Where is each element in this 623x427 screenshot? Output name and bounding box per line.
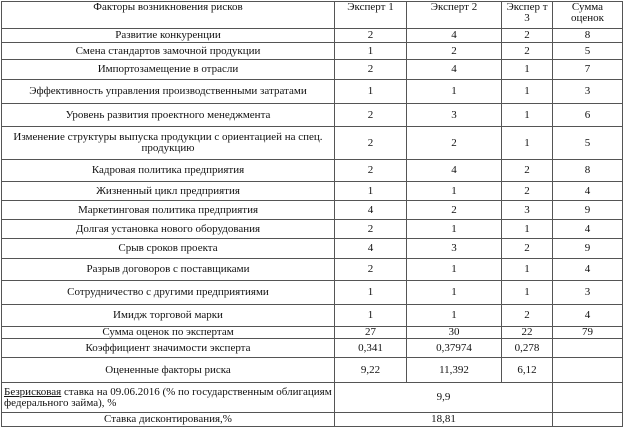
expert-3-coefficient: 0,278 (502, 339, 553, 358)
expert-2-score: 3 (407, 104, 502, 127)
header-expert-2: Эксперт 2 (407, 2, 502, 29)
expert-2-rated: 11,392 (407, 358, 502, 383)
table-row (2, 182, 623, 201)
header-row (2, 2, 623, 29)
discount-rate-empty (553, 413, 623, 427)
risk-free-rate-row (2, 383, 623, 413)
factor-name: Изменение структуры выпуска продукции с ориентацией на спец. продукцию (2, 127, 335, 160)
expert-2-score: 1 (407, 259, 502, 281)
expert-1-score: 1 (335, 182, 407, 201)
rated-factors-row (2, 358, 623, 383)
table-row (2, 43, 623, 60)
rated-factors-label: Оцененные факторы риска (2, 358, 335, 383)
expert-3-score: 1 (502, 220, 553, 239)
table-row (2, 29, 623, 43)
expert-2-score: 1 (407, 220, 502, 239)
sum-score: 3 (553, 80, 623, 104)
expert-2-score: 4 (407, 29, 502, 43)
sum-score: 8 (553, 29, 623, 43)
expert-3-rated: 6,12 (502, 358, 553, 383)
expert-3-score: 1 (502, 127, 553, 160)
expert-2-score: 2 (407, 201, 502, 220)
table-row (2, 305, 623, 327)
expert-2-score: 1 (407, 305, 502, 327)
table-row (2, 104, 623, 127)
expert-sum-label: Сумма оценок по экспертам (2, 327, 335, 339)
expert-2-score: 1 (407, 80, 502, 104)
discount-rate-value: 18,81 (335, 413, 553, 427)
expert-2-score: 3 (407, 239, 502, 259)
header-expert-1: Эксперт 1 (335, 2, 407, 29)
coefficient-row (2, 339, 623, 358)
expert-1-score: 1 (335, 80, 407, 104)
sum-score: 4 (553, 182, 623, 201)
expert-3-score: 1 (502, 281, 553, 305)
total-sum: 79 (553, 327, 623, 339)
expert-1-score: 2 (335, 29, 407, 43)
expert-1-score: 4 (335, 201, 407, 220)
sum-score: 5 (553, 43, 623, 60)
expert-1-score: 1 (335, 305, 407, 327)
factor-name: Срыв сроков проекта (2, 239, 335, 259)
expert-1-score: 2 (335, 220, 407, 239)
rated-empty (553, 358, 623, 383)
factor-name: Маркетинговая политика предприятия (2, 201, 335, 220)
factor-name: Долгая установка нового оборудования (2, 220, 335, 239)
factor-name: Кадровая политика предприятия (2, 160, 335, 182)
table-row (2, 160, 623, 182)
expert-3-score: 3 (502, 201, 553, 220)
sum-score: 4 (553, 305, 623, 327)
expert-1-sum: 27 (335, 327, 407, 339)
header-sum: Сумма оценок (553, 2, 623, 29)
risk-free-rate-value: 9,9 (335, 383, 553, 413)
expert-2-score: 1 (407, 281, 502, 305)
expert-3-score: 1 (502, 60, 553, 80)
table-row (2, 259, 623, 281)
factor-name: Уровень развития проектного менеджмента (2, 104, 335, 127)
sum-score: 7 (553, 60, 623, 80)
expert-2-score: 2 (407, 43, 502, 60)
expert-1-coefficient: 0,341 (335, 339, 407, 358)
expert-3-score: 2 (502, 43, 553, 60)
factor-name: Импортозамещение в отрасли (2, 60, 335, 80)
expert-3-score: 2 (502, 160, 553, 182)
sum-score: 4 (553, 259, 623, 281)
expert-3-sum: 22 (502, 327, 553, 339)
table-row (2, 220, 623, 239)
table-row (2, 60, 623, 80)
sum-score: 4 (553, 220, 623, 239)
risk-free-rate-label-rest: ставка на 09.06.2016 (% по государственным облигациям федерального займа), % (4, 385, 332, 409)
coefficient-empty (553, 339, 623, 358)
expert-2-score: 4 (407, 160, 502, 182)
discount-rate-label: Ставка дисконтирования,% (2, 413, 335, 427)
table-row (2, 281, 623, 305)
sum-score: 9 (553, 201, 623, 220)
factor-name: Эффективность управления производственными затратами (2, 80, 335, 104)
expert-3-score: 1 (502, 259, 553, 281)
expert-3-score: 2 (502, 29, 553, 43)
expert-2-score: 2 (407, 127, 502, 160)
expert-2-score: 4 (407, 60, 502, 80)
expert-3-score: 2 (502, 182, 553, 201)
expert-3-score: 1 (502, 104, 553, 127)
expert-1-score: 2 (335, 60, 407, 80)
discount-rate-row (2, 413, 623, 427)
risk-free-rate-label (2, 383, 335, 413)
expert-3-score: 1 (502, 80, 553, 104)
factor-name: Смена стандартов замочной продукции (2, 43, 335, 60)
coefficient-label: Коэффициент значимости эксперта (2, 339, 335, 358)
risk-free-rate-empty (553, 383, 623, 413)
risk-free-rate-label-underlined: Безрисковая (4, 385, 62, 398)
sum-score: 5 (553, 127, 623, 160)
header-factors: Факторы возникновения рисков (2, 2, 335, 29)
table-row (2, 80, 623, 104)
expert-sum-row (2, 327, 623, 339)
expert-1-score: 1 (335, 43, 407, 60)
sum-score: 8 (553, 160, 623, 182)
table-row (2, 239, 623, 259)
expert-2-sum: 30 (407, 327, 502, 339)
expert-1-score: 2 (335, 259, 407, 281)
expert-1-score: 4 (335, 239, 407, 259)
expert-3-score: 2 (502, 239, 553, 259)
factor-name: Разрыв договоров с поставщиками (2, 259, 335, 281)
table-row (2, 201, 623, 220)
expert-1-score: 2 (335, 127, 407, 160)
sum-score: 3 (553, 281, 623, 305)
expert-3-score: 2 (502, 305, 553, 327)
expert-2-coefficient: 0,37974 (407, 339, 502, 358)
sum-score: 6 (553, 104, 623, 127)
factor-name: Развитие конкуренции (2, 29, 335, 43)
expert-1-score: 2 (335, 160, 407, 182)
sum-score: 9 (553, 239, 623, 259)
expert-1-score: 1 (335, 281, 407, 305)
table-row (2, 127, 623, 160)
factor-name: Сотрудничество с другими предприятиями (2, 281, 335, 305)
expert-1-rated: 9,22 (335, 358, 407, 383)
factor-name: Жизненный цикл предприятия (2, 182, 335, 201)
expert-2-score: 1 (407, 182, 502, 201)
header-expert-3: Экспер т 3 (502, 2, 553, 29)
risk-factors-table (1, 1, 623, 427)
factor-name: Имидж торговой марки (2, 305, 335, 327)
expert-1-score: 2 (335, 104, 407, 127)
